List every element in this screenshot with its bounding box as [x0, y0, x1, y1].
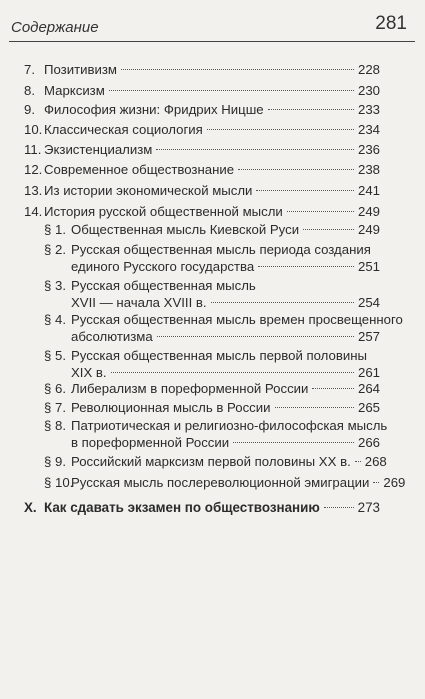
toc-entry-row	[71, 258, 380, 275]
running-title: Содержание	[11, 19, 99, 36]
leader-dots	[256, 190, 354, 191]
toc-entry-text: Экзистенциализм	[44, 142, 153, 157]
toc-entry-page: 261	[357, 364, 380, 380]
toc-entry-page: 249	[357, 222, 380, 237]
leader-dots	[238, 169, 354, 170]
toc-entry-text: единого Русского государства	[71, 258, 255, 274]
toc-entry-text: Русская общественная мысль первой половины	[71, 348, 367, 363]
toc-entry-page: 264	[357, 381, 380, 396]
toc-entry-page: 268	[364, 454, 387, 469]
toc-entry-page: 234	[357, 122, 380, 137]
toc-entry-number: 9.	[24, 102, 35, 117]
toc-entry-number: 10.	[24, 122, 43, 137]
toc-entry-text: Классическая социология	[44, 122, 203, 137]
toc-entry-row	[71, 399, 380, 416]
toc-entry-text: Русская общественная мысль периода создания	[71, 242, 371, 257]
leader-dots	[211, 302, 354, 303]
toc-entry-number: § 3.	[44, 278, 66, 293]
toc-entry-page: 257	[357, 328, 380, 344]
leader-dots	[207, 129, 354, 130]
leader-dots	[312, 388, 354, 389]
toc-entry-text: Марксизм	[44, 83, 105, 98]
toc-entry-text: абсолютизма	[71, 328, 153, 344]
toc-entry-text: Философия жизни: Фридрих Ницше	[44, 102, 264, 117]
leader-dots	[324, 507, 354, 508]
leader-dots	[233, 442, 354, 443]
toc-entry-page: 236	[357, 142, 380, 157]
page-number: 281	[375, 13, 407, 34]
toc-entry-number: § 4.	[44, 312, 66, 327]
toc-entry-row	[71, 294, 380, 311]
toc-entry-row	[44, 82, 380, 99]
leader-dots	[156, 149, 354, 150]
leader-dots	[268, 109, 354, 110]
toc-entry-text: Как сдавать экзамен по обществознанию	[44, 500, 320, 515]
leader-dots	[258, 266, 354, 267]
leader-dots	[373, 482, 379, 483]
toc-entry-number: 12.	[24, 162, 43, 177]
toc-entry-page: 265	[357, 400, 380, 415]
toc-entry-row	[44, 61, 380, 78]
toc-entry-text: Общественная мысль Киевской Руси	[71, 222, 300, 237]
toc-entry-row	[71, 328, 380, 345]
toc-entry-number: 7.	[24, 62, 35, 77]
toc-entry-page: 266	[357, 434, 380, 450]
toc-entry-page: 241	[357, 183, 380, 198]
toc-entry-row	[71, 221, 380, 238]
leader-dots	[121, 69, 354, 70]
leader-dots	[111, 372, 354, 373]
leader-dots	[303, 229, 354, 230]
toc-entry-number: § 2.	[44, 242, 66, 257]
toc-entry-text: XIX в.	[71, 364, 107, 380]
toc-entry-row	[44, 499, 380, 516]
toc-entry-number: § 1.	[44, 222, 66, 237]
toc-entry-number: 8.	[24, 83, 35, 98]
toc-entry-row	[71, 364, 380, 381]
toc-entry-row	[44, 203, 380, 220]
toc-entry-text: в пореформенной России	[71, 434, 230, 450]
toc-entry-row	[44, 141, 380, 158]
toc-entry-text: Российский марксизм первой половины XX в.	[71, 454, 351, 469]
toc-entry-text: Либерализм в пореформенной России	[71, 381, 309, 396]
toc-entry-number: § 8.	[44, 418, 66, 433]
toc-entry-number: 11.	[24, 142, 42, 157]
toc-entry-text: Русская мысль послереволюционной эмиграции	[71, 475, 370, 490]
leader-dots	[275, 407, 354, 408]
toc-entry-row	[71, 474, 406, 491]
toc-entry-row	[71, 453, 387, 470]
toc-entry-text: Русская общественная мысль	[71, 278, 256, 293]
leader-dots	[287, 211, 354, 212]
toc-entry-page: 249	[357, 204, 380, 219]
toc-entry-page: 269	[383, 475, 406, 490]
toc-entry-row	[44, 101, 380, 118]
toc-entry-page: 251	[357, 258, 380, 274]
page-header	[0, 0, 425, 46]
toc-entry-page: 254	[357, 294, 380, 310]
toc-entry-number: 14.	[24, 204, 43, 219]
toc-entry-text: Революционная мысль в России	[71, 400, 271, 415]
toc-entry-row	[71, 434, 380, 451]
toc-entry-row	[71, 380, 380, 397]
toc-entry-text: История русской общественной мысли	[44, 204, 283, 219]
toc-entry-page: 233	[357, 102, 380, 117]
toc-entry-page: 228	[357, 62, 380, 77]
toc-entry-text: Современное обществознание	[44, 162, 235, 177]
toc-entry-number: X.	[24, 500, 37, 515]
toc-entry-number: § 5.	[44, 348, 66, 363]
toc-entry-number: 13.	[24, 183, 43, 198]
toc-entry-number: § 7.	[44, 400, 66, 415]
toc-entry-page: 230	[357, 83, 380, 98]
toc-entry-number: § 6.	[44, 381, 66, 396]
toc-entry-number: § 9.	[44, 454, 66, 469]
toc-entry-row	[44, 121, 380, 138]
toc-entry-text: Патриотическая и религиозно-философская мысль	[71, 418, 388, 433]
header-rule	[9, 41, 415, 42]
toc-entry-number: § 10.	[44, 475, 74, 490]
toc-entry-page: 238	[357, 162, 380, 177]
toc-entry-text: Позитивизм	[44, 62, 117, 77]
toc-entry-text: XVII — начала XVIII в.	[71, 294, 207, 310]
toc-entry-text: Из истории экономической мысли	[44, 183, 253, 198]
leader-dots	[109, 90, 354, 91]
leader-dots	[157, 336, 354, 337]
toc-entry-row	[44, 182, 380, 199]
toc-entry-page: 273	[357, 500, 380, 515]
toc-entry-row	[44, 161, 380, 178]
toc-entry-text: Русская общественная мысль времен просвещенного	[71, 312, 403, 327]
leader-dots	[355, 461, 361, 462]
